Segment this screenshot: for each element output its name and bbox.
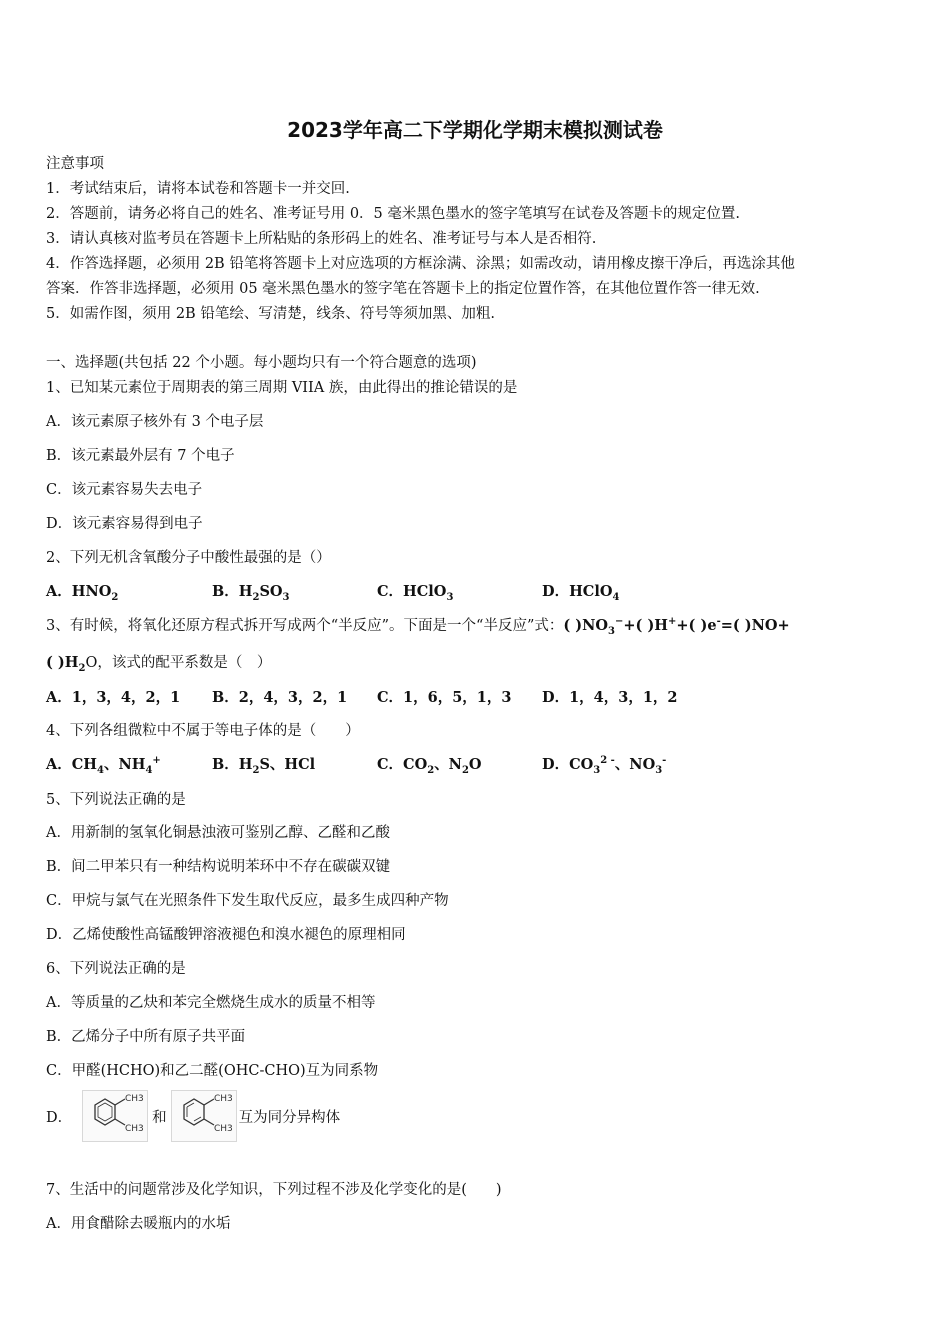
question-1-option-d: D．该元素容易得到电子 <box>46 516 203 532</box>
svg-text:CH3: CH3 <box>213 1124 233 1134</box>
question-7-stem: 7、生活中的问题常涉及化学知识，下列过程不涉及化学变化的是( ) <box>46 1182 502 1198</box>
question-3-option-d: D．1，4，3，1，2 <box>542 689 678 706</box>
o-xylene-structure-icon <box>82 1090 148 1142</box>
page-title: 2023学年高二下学期化学期末模拟测试卷 <box>287 118 663 142</box>
question-3-option-c: C．1，6，5，1，3 <box>377 689 512 706</box>
question-7-option-a: A．用食醋除去暖瓶内的水垢 <box>46 1216 231 1232</box>
question-2-option-d: D．HClO$_4$ <box>542 583 620 603</box>
question-1-option-b: B．该元素最外层有 7 个电子 <box>46 448 235 464</box>
question-3-stem: 3、有时候，将氧化还原方程式拆开写成两个“半反应”。下面是一个“半反应”式：( )$NO_3^-+$( )H++( )e-=( )NO+ <box>46 616 790 637</box>
question-5-option-c: C．甲烷与氯气在光照条件下发生取代反应，最多生成四种产物 <box>46 893 449 909</box>
svg-text:CH3: CH3 <box>125 1124 144 1134</box>
question-6-stem: 6、下列说法正确的是 <box>46 961 186 977</box>
svg-text:CH3: CH3 <box>213 1094 233 1104</box>
notice-item: 4．作答选择题，必须用 2B 铅笔将答题卡上对应选项的方框涂满、涂黑；如需改动，请用橡皮擦干净后，再选涂其他 <box>46 256 795 272</box>
notice-item: 3．请认真核对监考员在答题卡上所粘贴的条形码上的姓名、准考证号与本人是否相符. <box>46 231 597 247</box>
question-2-option-a: A．$HNO_2$ <box>46 583 119 603</box>
question-4-option-a: A．$CH_4$、$NH_4^+$ <box>46 755 161 776</box>
question-3-option-b: B．2，4，3，2，1 <box>212 689 348 706</box>
question-2-stem: 2、下列无机含氧酸分子中酸性最强的是（） <box>46 550 331 566</box>
question-5-stem: 5、下列说法正确的是 <box>46 792 186 808</box>
question-2-option-c: C．HClO$_3$ <box>377 583 454 603</box>
question-4-option-c: C．$CO_2$、$N_2O$ <box>377 756 482 776</box>
question-6-option-c: C．甲醛(HCHO)和乙二醛(OHC-CHO)互为同系物 <box>46 1063 379 1079</box>
half-reaction-equation: ( )$NO_3^-+$( )H++( )e-=( )NO+ <box>563 616 790 637</box>
question-1-stem: 1、已知某元素位于周期表的第三周期 VIIA 族，由此得出的推论错误的是 <box>46 380 518 396</box>
question-6-option-b: B．乙烯分子中所有原子共平面 <box>46 1029 246 1045</box>
question-2-option-b: B．$H_2SO_3$ <box>212 583 290 603</box>
question-4-stem: 4、下列各组微粒中不属于等电子体的是（ ） <box>46 723 360 739</box>
notice-item: 1．考试结束后，请将本试卷和答题卡一并交回. <box>46 181 350 197</box>
question-6-option-d: D． CH3 CH3 和 CH3 CH3 互为同分异构体 <box>46 1090 340 1142</box>
question-1-option-c: C．该元素容易失去电子 <box>46 482 203 498</box>
question-3-option-a: A．1，3，4，2，1 <box>46 689 181 706</box>
question-1-option-a: A．该元素原子核外有 3 个电子层 <box>46 414 264 430</box>
question-5-option-d: D．乙烯使酸性高锰酸钾溶液褪色和溴水褪色的原理相同 <box>46 927 406 943</box>
question-6-option-a: A．等质量的乙炔和苯完全燃烧生成水的质量不相等 <box>46 995 376 1011</box>
section-heading: 一、选择题(共包括 22 个小题。每小题均只有一个符合题意的选项) <box>46 355 477 371</box>
notice-item: 5．如需作图，须用 2B 铅笔绘、写清楚，线条、符号等须加黑、加粗. <box>46 306 495 322</box>
question-4-option-d: D．$CO_3^{2 -}$、$NO_3^-$ <box>542 755 667 776</box>
question-3-stem-line-2: ( )$H_2O$，该式的配平系数是（ ） <box>46 654 272 674</box>
svg-text:CH3: CH3 <box>125 1094 144 1104</box>
notice-heading: 注意事项 <box>46 156 104 172</box>
question-4-option-b: B．$H_2S$、HCl <box>212 756 316 776</box>
o-xylene-structure-icon <box>171 1090 237 1142</box>
notice-item: 答案．作答非选择题，必须用 05 毫米黑色墨水的签字笔在答题卡上的指定位置作答，在其他位置作答一律无效. <box>46 281 760 297</box>
notice-item: 2．答题前，请务必将自己的姓名、准考证号用 0．5 毫米黑色墨水的签字笔填写在试卷及答题卡的规定位置. <box>46 206 740 222</box>
question-5-option-b: B．间二甲苯只有一种结构说明苯环中不存在碳碳双键 <box>46 859 391 875</box>
question-5-option-a: A．用新制的氢氧化铜悬浊液可鉴别乙醇、乙醛和乙酸 <box>46 825 390 841</box>
